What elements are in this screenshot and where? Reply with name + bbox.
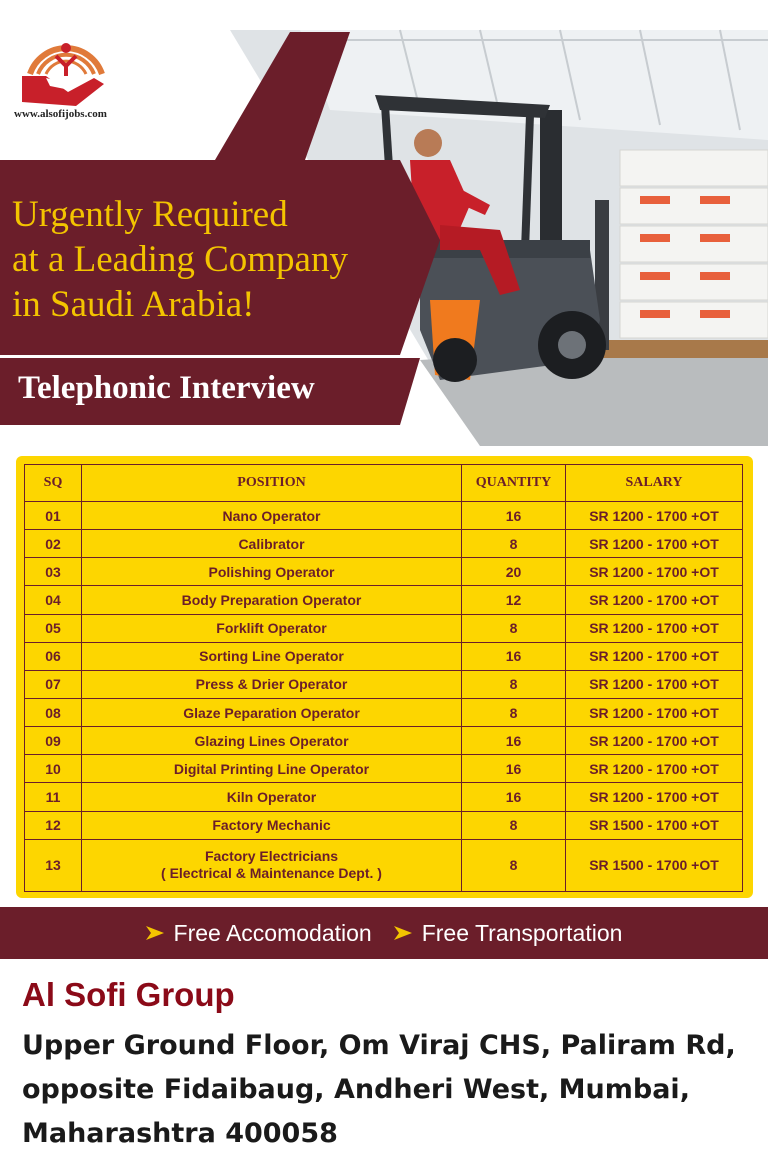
table-row (25, 727, 743, 755)
benefit-label: Free Accomodation (173, 919, 372, 946)
cell-salary: SR 1200 - 1700 +OT (566, 755, 743, 783)
table-row (25, 783, 743, 811)
cell-sq: 04 (25, 586, 82, 614)
cell-sq: 09 (25, 727, 82, 755)
headline-line: in Saudi Arabia! (12, 284, 255, 325)
cell-position: Polishing Operator (82, 558, 462, 586)
header-salary: SALARY (566, 465, 743, 502)
cell-sq: 06 (25, 642, 82, 670)
cell-position: Sorting Line Operator (82, 642, 462, 670)
company-address (22, 1024, 762, 1156)
header-quantity: QUANTITY (462, 465, 566, 502)
benefits-bar (0, 907, 768, 959)
positions-table-panel (16, 456, 753, 898)
cell-sq: 05 (25, 614, 82, 642)
table-row (25, 614, 743, 642)
cell-sq: 11 (25, 783, 82, 811)
table-row (25, 530, 743, 558)
cell-position: Digital Printing Line Operator (82, 755, 462, 783)
cell-quantity: 12 (462, 586, 566, 614)
cell-salary: SR 1500 - 1700 +OT (566, 839, 743, 891)
cell-quantity: 16 (462, 727, 566, 755)
cell-sq: 10 (25, 755, 82, 783)
address-line: Maharashtra 400058 (22, 1118, 338, 1149)
cell-salary: SR 1500 - 1700 +OT (566, 811, 743, 839)
headline-line: Urgently Required (12, 194, 288, 235)
arrow-right-icon (146, 924, 164, 942)
cell-salary: SR 1200 - 1700 +OT (566, 783, 743, 811)
headline-line: at a Leading Company (12, 239, 348, 280)
header-position: POSITION (82, 465, 462, 502)
cell-salary: SR 1200 - 1700 +OT (566, 642, 743, 670)
cell-salary: SR 1200 - 1700 +OT (566, 698, 743, 726)
cell-salary: SR 1200 - 1700 +OT (566, 530, 743, 558)
table-row (25, 670, 743, 698)
cell-salary: SR 1200 - 1700 +OT (566, 614, 743, 642)
cell-quantity: 8 (462, 839, 566, 891)
cell-salary: SR 1200 - 1700 +OT (566, 502, 743, 530)
cell-salary: SR 1200 - 1700 +OT (566, 727, 743, 755)
table-row (25, 698, 743, 726)
cell-quantity: 16 (462, 783, 566, 811)
table-row (25, 558, 743, 586)
cell-salary: SR 1200 - 1700 +OT (566, 670, 743, 698)
cell-quantity: 20 (462, 558, 566, 586)
table-row (25, 502, 743, 530)
cell-sq: 03 (25, 558, 82, 586)
table-row (25, 811, 743, 839)
benefit-item (394, 920, 623, 947)
cell-sq: 08 (25, 698, 82, 726)
interview-type: Telephonic Interview (18, 370, 315, 406)
cell-position: Glazing Lines Operator (82, 727, 462, 755)
cell-position: Body Preparation Operator (82, 586, 462, 614)
arrow-right-icon (394, 924, 412, 942)
benefit-item (146, 920, 372, 947)
cell-position: Forklift Operator (82, 614, 462, 642)
table-header-row (25, 465, 743, 502)
cell-sq: 01 (25, 502, 82, 530)
cell-sq: 13 (25, 839, 82, 891)
website-url: www.alsofijobs.com (14, 108, 107, 120)
cell-quantity: 16 (462, 502, 566, 530)
position-title: Factory Electricians (204, 848, 339, 865)
table-row (25, 586, 743, 614)
cell-position: Kiln Operator (82, 783, 462, 811)
cell-position: Press & Drier Operator (82, 670, 462, 698)
company-name: Al Sofi Group (22, 976, 235, 1013)
cell-salary: SR 1200 - 1700 +OT (566, 586, 743, 614)
cell-quantity: 8 (462, 811, 566, 839)
table-row (25, 839, 743, 891)
positions-table (24, 464, 743, 892)
cell-sq: 02 (25, 530, 82, 558)
cell-quantity: 8 (462, 670, 566, 698)
benefit-label: Free Transportation (421, 919, 623, 946)
header-sq: SQ (25, 465, 82, 502)
cell-quantity: 16 (462, 755, 566, 783)
cell-quantity: 16 (462, 642, 566, 670)
table-row (25, 755, 743, 783)
cell-position: Calibrator (82, 530, 462, 558)
cell-quantity: 8 (462, 614, 566, 642)
cell-sq: 12 (25, 811, 82, 839)
cell-quantity: 8 (462, 530, 566, 558)
headline (12, 192, 348, 327)
cell-position: Nano Operator (82, 502, 462, 530)
hero-banner (0, 0, 768, 446)
cell-position (82, 839, 462, 891)
position-subtitle: ( Electrical & Maintenance Dept. ) (161, 865, 382, 882)
cell-quantity: 8 (462, 698, 566, 726)
cell-salary: SR 1200 - 1700 +OT (566, 558, 743, 586)
cell-position: Factory Mechanic (82, 811, 462, 839)
address-line: opposite Fidaibaug, Andheri West, Mumbai, (22, 1074, 690, 1105)
table-row (25, 642, 743, 670)
address-line: Upper Ground Floor, Om Viraj CHS, Paliram Rd, (22, 1030, 736, 1061)
cell-sq: 07 (25, 670, 82, 698)
cell-position: Glaze Peparation Operator (82, 698, 462, 726)
